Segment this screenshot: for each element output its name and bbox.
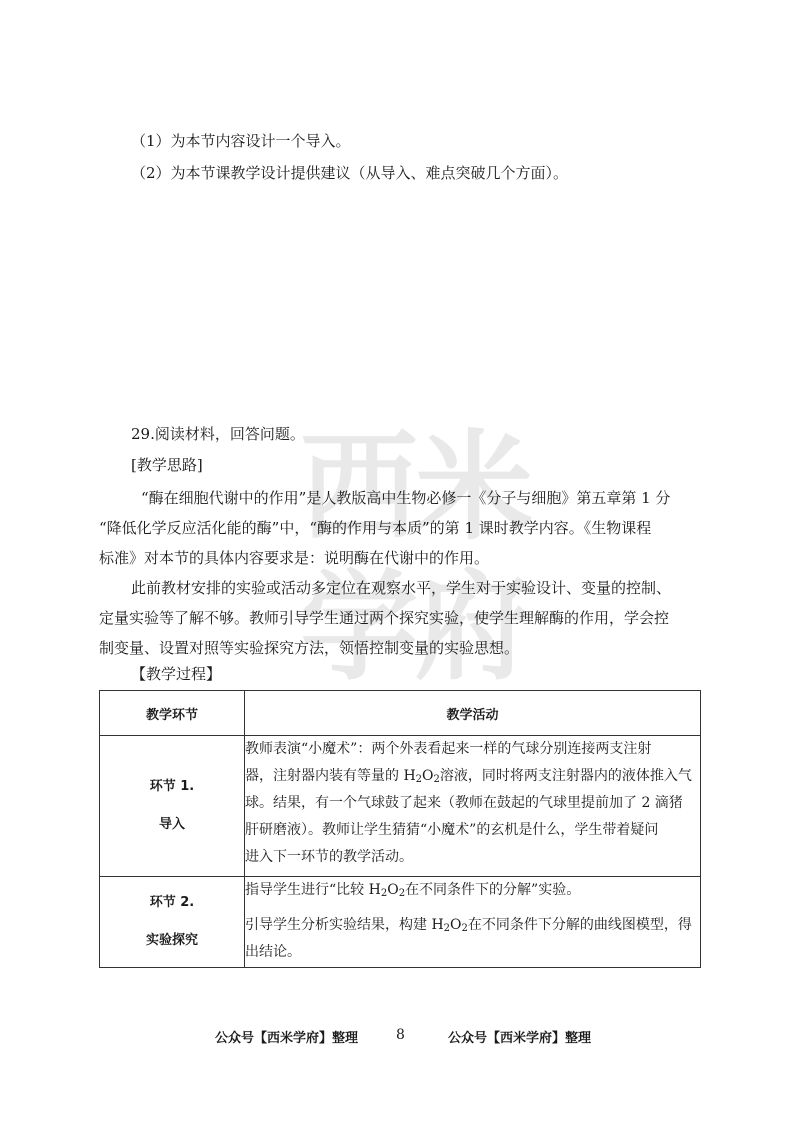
activity-line: 教师表演“小魔术”：两个外表看起来一样的气球分别连接两支注射 — [245, 741, 652, 757]
question-item-2: （2）为本节课教学设计提供建议（从导入、难点突破几个方面）。 — [131, 164, 569, 182]
table-header-row — [100, 691, 701, 736]
paragraph-line: “降低化学反应活化能的酶”中，“酶的作用与本质”的第 1 课时教学内容。《生物课程 — [99, 519, 652, 537]
table-row — [100, 877, 701, 968]
paragraph-line: 标准》对本节的具体内容要求是：说明酶在代谢中的作用。 — [99, 549, 490, 567]
activity-paragraph: 引导学生分析实验结果，构建 $H_2O_2$在不同条件下分解的曲线图模型，得 出结论。 — [245, 917, 692, 960]
section-heading-teaching-process: 【教学过程】 — [131, 665, 222, 683]
section-heading-teaching-idea: [教学思路] — [131, 456, 203, 474]
paragraph-line: “酶在细胞代谢中的作用”是人教版高中生物必修一《分子与细胞》第五章第 1 分 — [141, 489, 671, 507]
stage-cell — [100, 736, 245, 877]
watermark-char: 米 — [415, 418, 534, 556]
watermark-char: 府 — [415, 558, 534, 696]
teaching-process-table — [99, 690, 701, 968]
question-29-title: 29.阅读材料，回答问题。 — [131, 425, 305, 443]
activity-paragraph: 指导学生进行“比较 $H_2O_2$在不同条件下的分解”实验。 — [245, 882, 581, 899]
paragraph-line: 制变量、设置对照等实验探究方法，领悟控制变量的实验思想。 — [99, 639, 520, 657]
column-header-stage: 教学环节 — [100, 691, 245, 736]
footer-left: 公众号【西米学府】整理 — [215, 1031, 359, 1046]
activity-cell — [245, 736, 701, 877]
question-item-1: （1）为本节内容设计一个导入。 — [131, 132, 351, 150]
stage-title: 导入 — [158, 817, 185, 832]
stage-title: 实验探究 — [145, 933, 198, 948]
activity-cell — [245, 877, 701, 968]
watermark-char: 学 — [300, 558, 419, 696]
stage-number: 环节 2. — [149, 895, 195, 910]
table-row — [100, 736, 701, 877]
activity-line: 球。结果，有一个气球鼓了起来（教师在鼓起的气球里提前加了 2 滴猪 — [245, 795, 683, 811]
activity-line: 器，注射器内装有等量的 $H_2O_2$溶液，同时将两支注射器内的液体推入气 — [245, 768, 692, 785]
column-header-activity: 教学活动 — [245, 691, 701, 736]
page-number: 8 — [396, 1027, 405, 1043]
footer-right: 公众号【西米学府】整理 — [448, 1031, 592, 1046]
activity-line: 肝研磨液）。教师让学生猜猜“小魔术”的玄机是什么，学生带着疑问 — [245, 822, 659, 838]
paragraph-line: 定量实验等了解不够。教师引导学生通过两个探究实验，使学生理解酶的作用，学会控 — [99, 609, 670, 627]
watermark-char: 西 — [300, 418, 419, 556]
activity-line: 进入下一环节的教学活动。 — [245, 849, 413, 865]
stage-number: 环节 1. — [149, 779, 195, 794]
stage-cell — [100, 877, 245, 968]
paragraph-line: 此前教材安排的实验或活动多定位在观察水平，学生对于实验设计、变量的控制、 — [131, 579, 672, 597]
